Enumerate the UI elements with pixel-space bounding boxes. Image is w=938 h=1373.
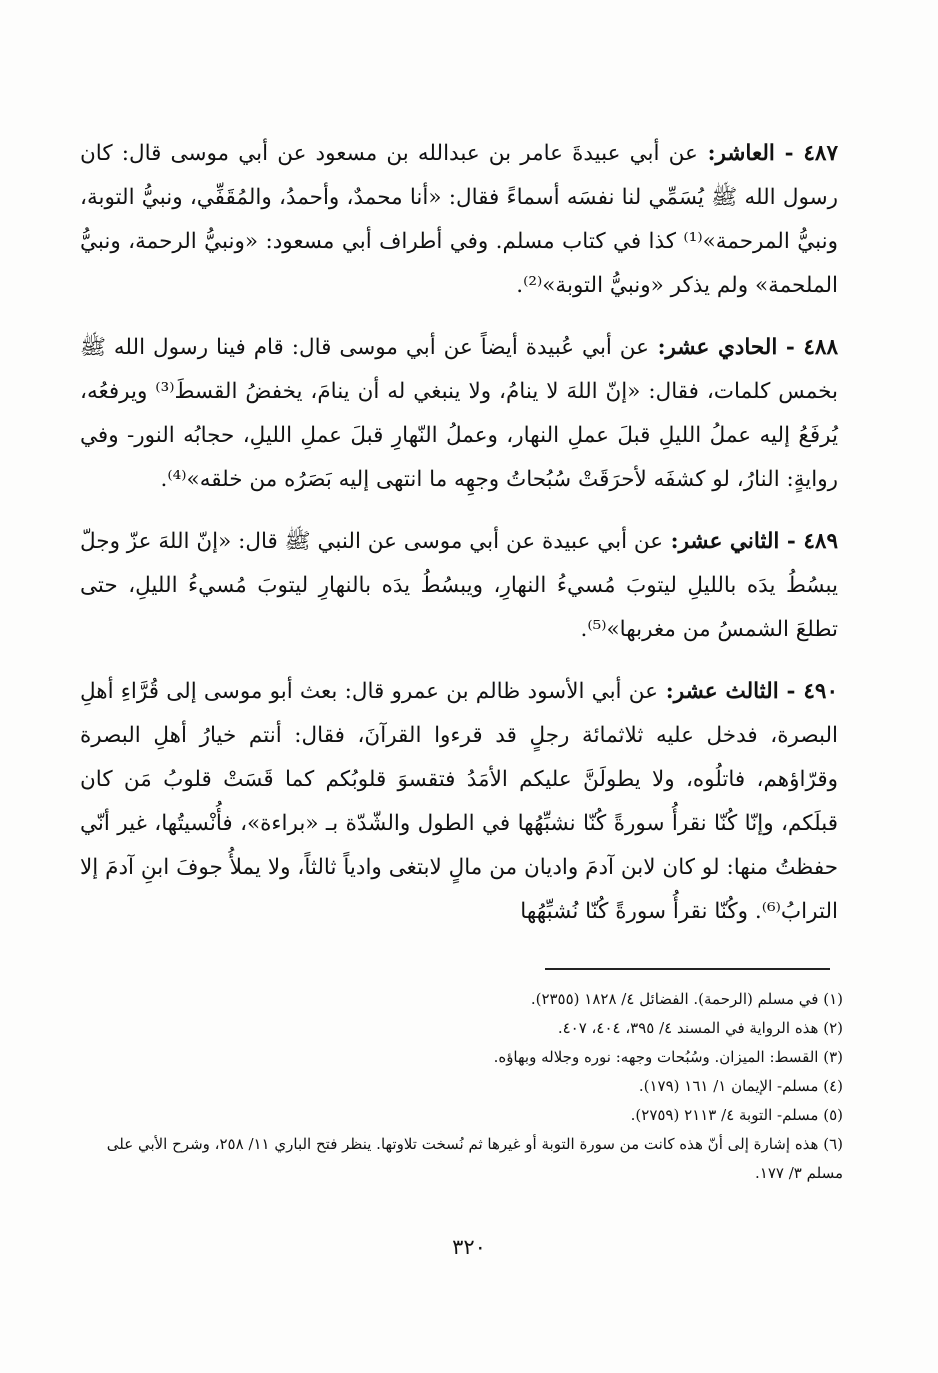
footnote: (٦) هذه إشارة إلى أنّ هذه كانت من سورة التوبة أو غيرها ثم نُسخت تلاوتها. ينظر فتح الباري ١١/ ٢٥٨، وشرح الأبي على مسلم ٣/ ١٧٧. (106, 1135, 843, 1182)
hadith-number: ٤٨٩ (803, 529, 838, 554)
hadith-number: ٤٨٧ (803, 141, 838, 166)
hadith-paragraph: ٤٨٩ - الثاني عشر: عن أبي عبيدة عن أبي موسى عن النبي ﷺ قال: «إنّ اللهَ عزّ وجلّ يبسُطُ يدَه بالليلِ ليتوبَ مُسيءُ النهارِ، ويبسُطُ يدَه بالنهارِ ليتوبَ مُسيءُ الليلِ، حتى تطلعَ الشمسُ من مغربها»⁽⁵⁾. (80, 529, 838, 642)
hadith-number: ٤٩٠ (803, 679, 839, 704)
footnote: (٥) مسلم- التوبة ٤/ ٢١١٣ (٢٧٥٩). (630, 1106, 843, 1124)
hadith-text: عن أبي عبيدة عن أبي موسى عن النبي ﷺ قال: «إنّ اللهَ عزّ وجلّ يبسُطُ يدَه بالليلِ ليتوبَ مُسيءُ النهارِ، ويبسُطُ يدَه بالنهارِ ليتوبَ مُسيءُ الليلِ، حتى تطلعَ الشمسُ من مغربها»⁽⁵⁾. (80, 529, 838, 642)
footnote: (٢) هذه الرواية في المسند ٤/ ٣٩٥، ٤٠٤، ٤٠٧. (557, 1019, 843, 1037)
hadith-number: ٤٨٨ (803, 335, 839, 360)
main-text-body (80, 132, 838, 952)
page-number: ٣٢٠ (452, 1235, 486, 1259)
footnote: (٤) مسلم- الإيمان ١/ ١٦١ (١٧٩). (638, 1077, 843, 1095)
footnote: (٣) القسط: الميزان. وسُبُحات وجهه: نوره وجلاله وبهاؤه. (493, 1048, 843, 1066)
hadith-text: عن أبي عبيدةَ عامر بن عبدالله بن مسعود عن أبي موسى قال: كان رسول الله ﷺ يُسَمِّي لنا نفسَه أسماءً فقال: «أنا محمدٌ، وأحمدُ، والمُقَفِّي، ونبيُّ التوبة، ونبيُّ المرحمة»⁽¹⁾ كذا في كتاب مسلم. وفي أطراف أبي مسعود: «ونبيُّ الرحمة، ونبيُّ الملحمة» ولم يذكر «ونبيُّ التوبة»⁽²⁾. (80, 141, 838, 298)
hadith-paragraph: ٤٨٧ - العاشر: عن أبي عبيدةَ عامر بن عبدالله بن مسعود عن أبي موسى قال: كان رسول الله ﷺ يُسَمِّي لنا نفسَه أسماءً فقال: «أنا محمدٌ، وأحمدُ، والمُقَفِّي، ونبيُّ التوبة، ونبيُّ المرحمة»⁽¹⁾ كذا في كتاب مسلم. وفي أطراف أبي مسعود: «ونبيُّ الرحمة، ونبيُّ الملحمة» ولم يذكر «ونبيُّ التوبة»⁽²⁾. (80, 141, 838, 298)
hadith-title: الثالث عشر (673, 679, 779, 704)
footnote: (١) في مسلم (الرحمة). الفضائل ٤/ ١٨٢٨ (٢٣٥٥). (530, 990, 843, 1008)
hadith-title: الثاني عشر (678, 529, 780, 554)
footnotes (95, 985, 843, 1188)
hadith-paragraph: ٤٩٠ - الثالث عشر: عن أبي الأسود ظالم بن عمرو قال: بعث أبو موسى إلى قُرَّاءِ أهلِ البصرة، فدخل عليه ثلاثمائة رجلٍ قد قرءوا القرآنَ، فقال: أنتم خيارُ أهلِ البصرة وقرّاؤهم، فاتلُوه، ولا يطولَنَّ عليكم الأمَدُ فتقسوَ قلوبُكم كما قَسَتْ قلوبُ مَن كان قبلَكم، وإنّا كُنّا نقرأُ سورةً كُنّا نشبِّهُها في الطول والشّدّة بـ «براءة»، فأُنْسيتُها، غير أنّي حفظتُ منها: لو كان لابن آدمَ واديان من مالٍ لابتغى وادياً ثالثاً، ولا يملأُ جوفَ ابنِ آدمَ إلا الترابُ⁽⁶⁾. وكُنّا نقرأُ سورةً كُنّا نُشبِّهُها (80, 679, 839, 924)
hadith-title: العاشر (715, 141, 775, 166)
hadith-title: الحادي عشر (665, 335, 778, 360)
hadith-paragraph: ٤٨٨ - الحادي عشر: عن أبي عُبيدة أيضاً عن أبي موسى قال: قام فينا رسول الله ﷺ بخمس كلمات، فقال: «إنّ اللهَ لا ينامُ، ولا ينبغي له أن ينامَ، يخفضُ القسطَ⁽³⁾ ويرفعُه، يُرفَعُ إليه عملُ الليلِ قبلَ عملِ النهار، وعملُ النّهارِ قبلَ عملِ الليلِ، حجابُه النور- وفي روايةٍ: النارُ، لو كشفَه لأحرَقَتْ سُبُحاتُ وجهِه ما انتهى إليه بَصَرُه من خلقه»⁽⁴⁾. (80, 335, 839, 492)
hadith-text: عن أبي الأسود ظالم بن عمرو قال: بعث أبو موسى إلى قُرَّاءِ أهلِ البصرة، فدخل عليه ثلاثمائة رجلٍ قد قرءوا القرآنَ، فقال: أنتم خيارُ أهلِ البصرة وقرّاؤهم، فاتلُوه، ولا يطولَنَّ عليكم الأمَدُ فتقسوَ قلوبُكم كما قَسَتْ قلوبُ مَن كان قبلَكم، وإنّا كُنّا نقرأُ سورةً كُنّا نشبِّهُها في الطول والشّدّة بـ «براءة»، فأُنْسيتُها، غير أنّي حفظتُ منها: لو كان لابن آدمَ واديان من مالٍ لابتغى وادياً ثالثاً، ولا يملأُ جوفَ ابنِ آدمَ إلا الترابُ⁽⁶⁾. وكُنّا نقرأُ سورةً كُنّا نُشبِّهُها (80, 679, 838, 924)
hadith-text: عن أبي عُبيدة أيضاً عن أبي موسى قال: قام فينا رسول الله ﷺ بخمس كلمات، فقال: «إنّ اللهَ لا ينامُ، ولا ينبغي له أن ينامَ، يخفضُ القسطَ⁽³⁾ ويرفعُه، يُرفَعُ إليه عملُ الليلِ قبلَ عملِ النهار، وعملُ النّهارِ قبلَ عملِ الليلِ، حجابُه النور- وفي روايةٍ: النارُ، لو كشفَه لأحرَقَتْ سُبُحاتُ وجهِه ما انتهى إليه بَصَرُه من خلقه»⁽⁴⁾. (80, 335, 838, 492)
footnote-divider (545, 968, 830, 970)
